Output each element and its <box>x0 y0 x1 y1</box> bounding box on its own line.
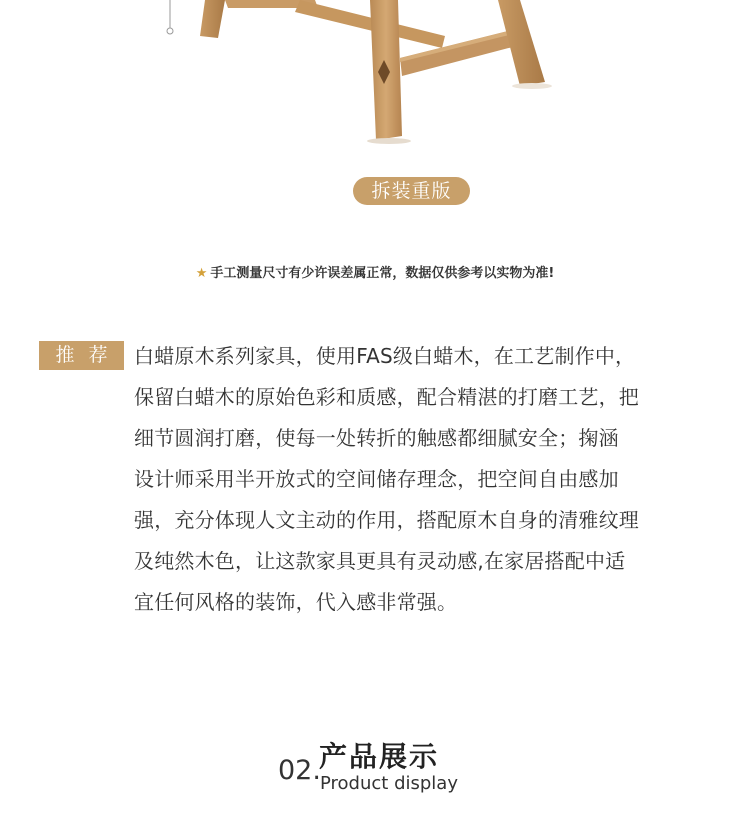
product-image <box>0 0 750 150</box>
section-heading <box>0 735 750 815</box>
recommend-description <box>134 336 704 623</box>
description-line: 白蜡原木系列家具，使用FAS级白蜡木，在工艺制作中， <box>134 344 636 368</box>
section-title-en: Product display <box>320 773 458 794</box>
description-line: 设计师采用半开放式的空间储存理念，把空间自由感加 <box>134 467 619 491</box>
section-title-cn: 产品展示 <box>319 740 440 773</box>
description-line: 细节圆润打磨，使每一处转折的触感都细腻安全；掬涵 <box>134 426 619 450</box>
measurement-note <box>0 262 750 281</box>
star-icon: ★ <box>195 266 208 281</box>
recommend-tag: 推荐 <box>39 341 124 370</box>
section-number: 02. <box>278 755 321 786</box>
description-line: 强，充分体现人文主动的作用，搭配原木自身的清雅纹理 <box>134 508 639 532</box>
description-line: 宜任何风格的装饰，代入感非常强。 <box>134 590 458 614</box>
description-line: 保留白蜡木的原始色彩和质感，配合精湛的打磨工艺，把 <box>134 385 639 409</box>
disassembly-badge: 拆装重版 <box>353 177 470 205</box>
measurement-note-text: 手工测量尺寸有少许误差属正常，数据仅供参考以实物为准! <box>210 266 555 281</box>
description-line: 及纯然木色，让这款家具更具有灵动感,在家居搭配中适 <box>134 549 626 573</box>
